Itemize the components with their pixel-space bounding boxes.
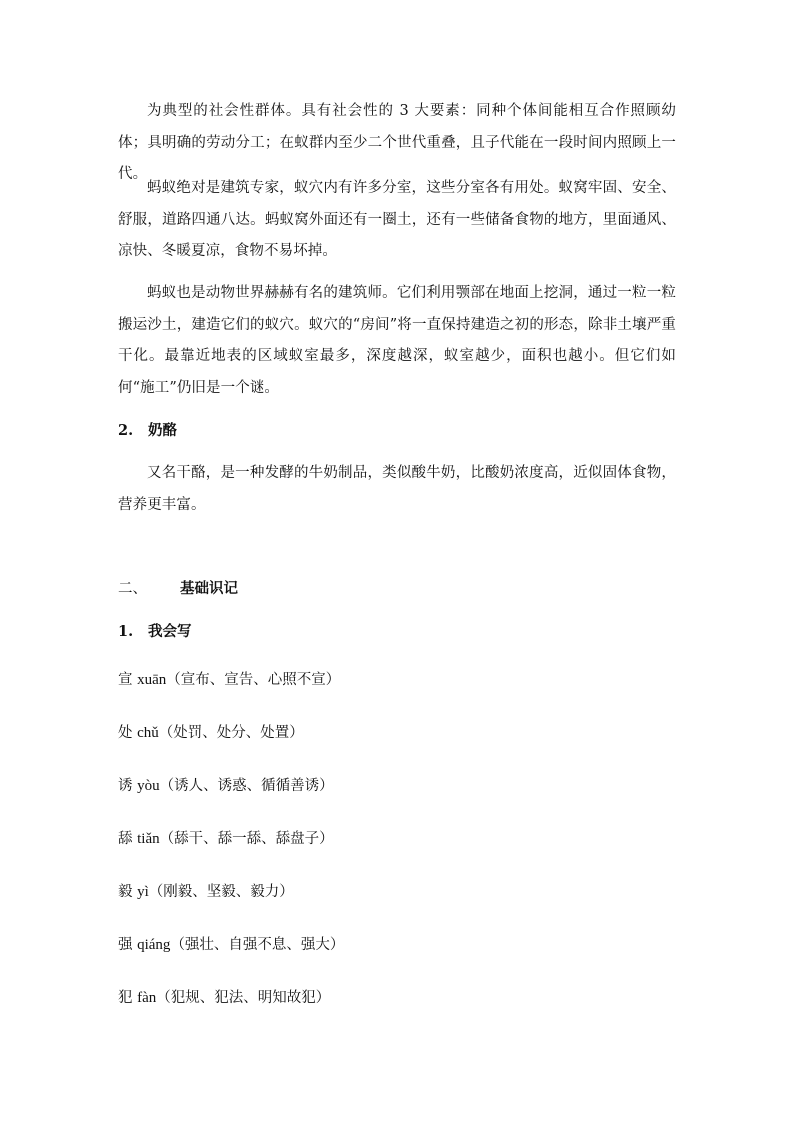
heading-cheese (118, 420, 177, 442)
vocab-pinyin: fàn (137, 990, 157, 1006)
vocab-item (118, 881, 294, 903)
paragraph-cheese: 又名干酪，是一种发酵的牛奶制品，类似酸牛奶，比酸奶浓度高，近似固体食物，营养更丰富。 (118, 465, 676, 513)
paragraph-ant-society: 为典型的社会性群体。具有社会性的 3 大要素：同种个体间能相互合作照顾幼体；具明确的劳动分工；在蚁群内至少二个世代重叠，且子代能在一段时间内照顾上一代。 (118, 103, 676, 182)
vocab-item (118, 669, 340, 691)
vocab-words: （舔干、舔一舔、舔盘子） (159, 831, 334, 847)
heading-title: 奶酪 (148, 422, 177, 439)
vocab-words: （犯规、犯法、明知故犯） (156, 990, 331, 1006)
vocab-words: （刚毅、坚毅、毅力） (148, 884, 294, 900)
vocab-pinyin: xuān (137, 672, 167, 688)
vocab-item (118, 828, 334, 850)
heading-number: 2. (118, 422, 134, 439)
section-heading (118, 578, 238, 600)
vocab-words: （宣布、宣告、心照不宣） (166, 672, 341, 688)
vocab-item (118, 775, 334, 797)
section-number: 二、 (118, 581, 147, 597)
vocab-pinyin: yòu (137, 778, 160, 794)
vocab-char: 诱 (118, 778, 133, 794)
vocab-words: （处罚、处分、处置） (158, 725, 304, 741)
vocab-char: 犯 (118, 990, 133, 1006)
subsection-number: 1. (118, 623, 134, 640)
vocab-item (118, 934, 344, 956)
vocab-pinyin: yì (137, 884, 149, 900)
vocab-char: 毅 (118, 884, 133, 900)
subsection-heading (118, 621, 192, 643)
vocab-item (118, 987, 330, 1009)
vocab-char: 宣 (118, 672, 133, 688)
vocab-char: 处 (118, 725, 133, 741)
vocab-char: 舔 (118, 831, 133, 847)
vocab-words: （强壮、自强不息、强大） (170, 937, 345, 953)
subsection-title: 我会写 (148, 623, 192, 640)
vocab-words: （诱人、诱惑、循循善诱） (159, 778, 334, 794)
vocab-char: 强 (118, 937, 133, 953)
section-title: 基础识记 (180, 580, 238, 597)
vocab-pinyin: tiǎn (137, 831, 160, 847)
paragraph-ant-nest: 蚂蚁也是动物世界赫赫有名的建筑师。它们利用颚部在地面上挖洞，通过一粒一粒搬运沙土，建造它们的蚁穴。蚁穴的“房间”将一直保持建造之初的形态，除非土壤严重干化。最靠近地表的区域蚁室最多，深度越深，蚁室越少，面积也越小。但它们如何“施工”仍旧是一个谜。 (118, 285, 676, 396)
vocab-pinyin: qiáng (137, 937, 171, 953)
vocab-pinyin: chǔ (137, 725, 159, 741)
paragraph-ant-architect: 蚂蚁绝对是建筑专家，蚁穴内有许多分室，这些分室各有用处。蚁窝牢固、安全、舒服，道路四通八达。蚂蚁窝外面还有一圈土，还有一些储备食物的地方，里面通风、凉快、冬暖夏凉，食物不易坏掉。 (118, 180, 676, 259)
vocab-item (118, 722, 304, 744)
